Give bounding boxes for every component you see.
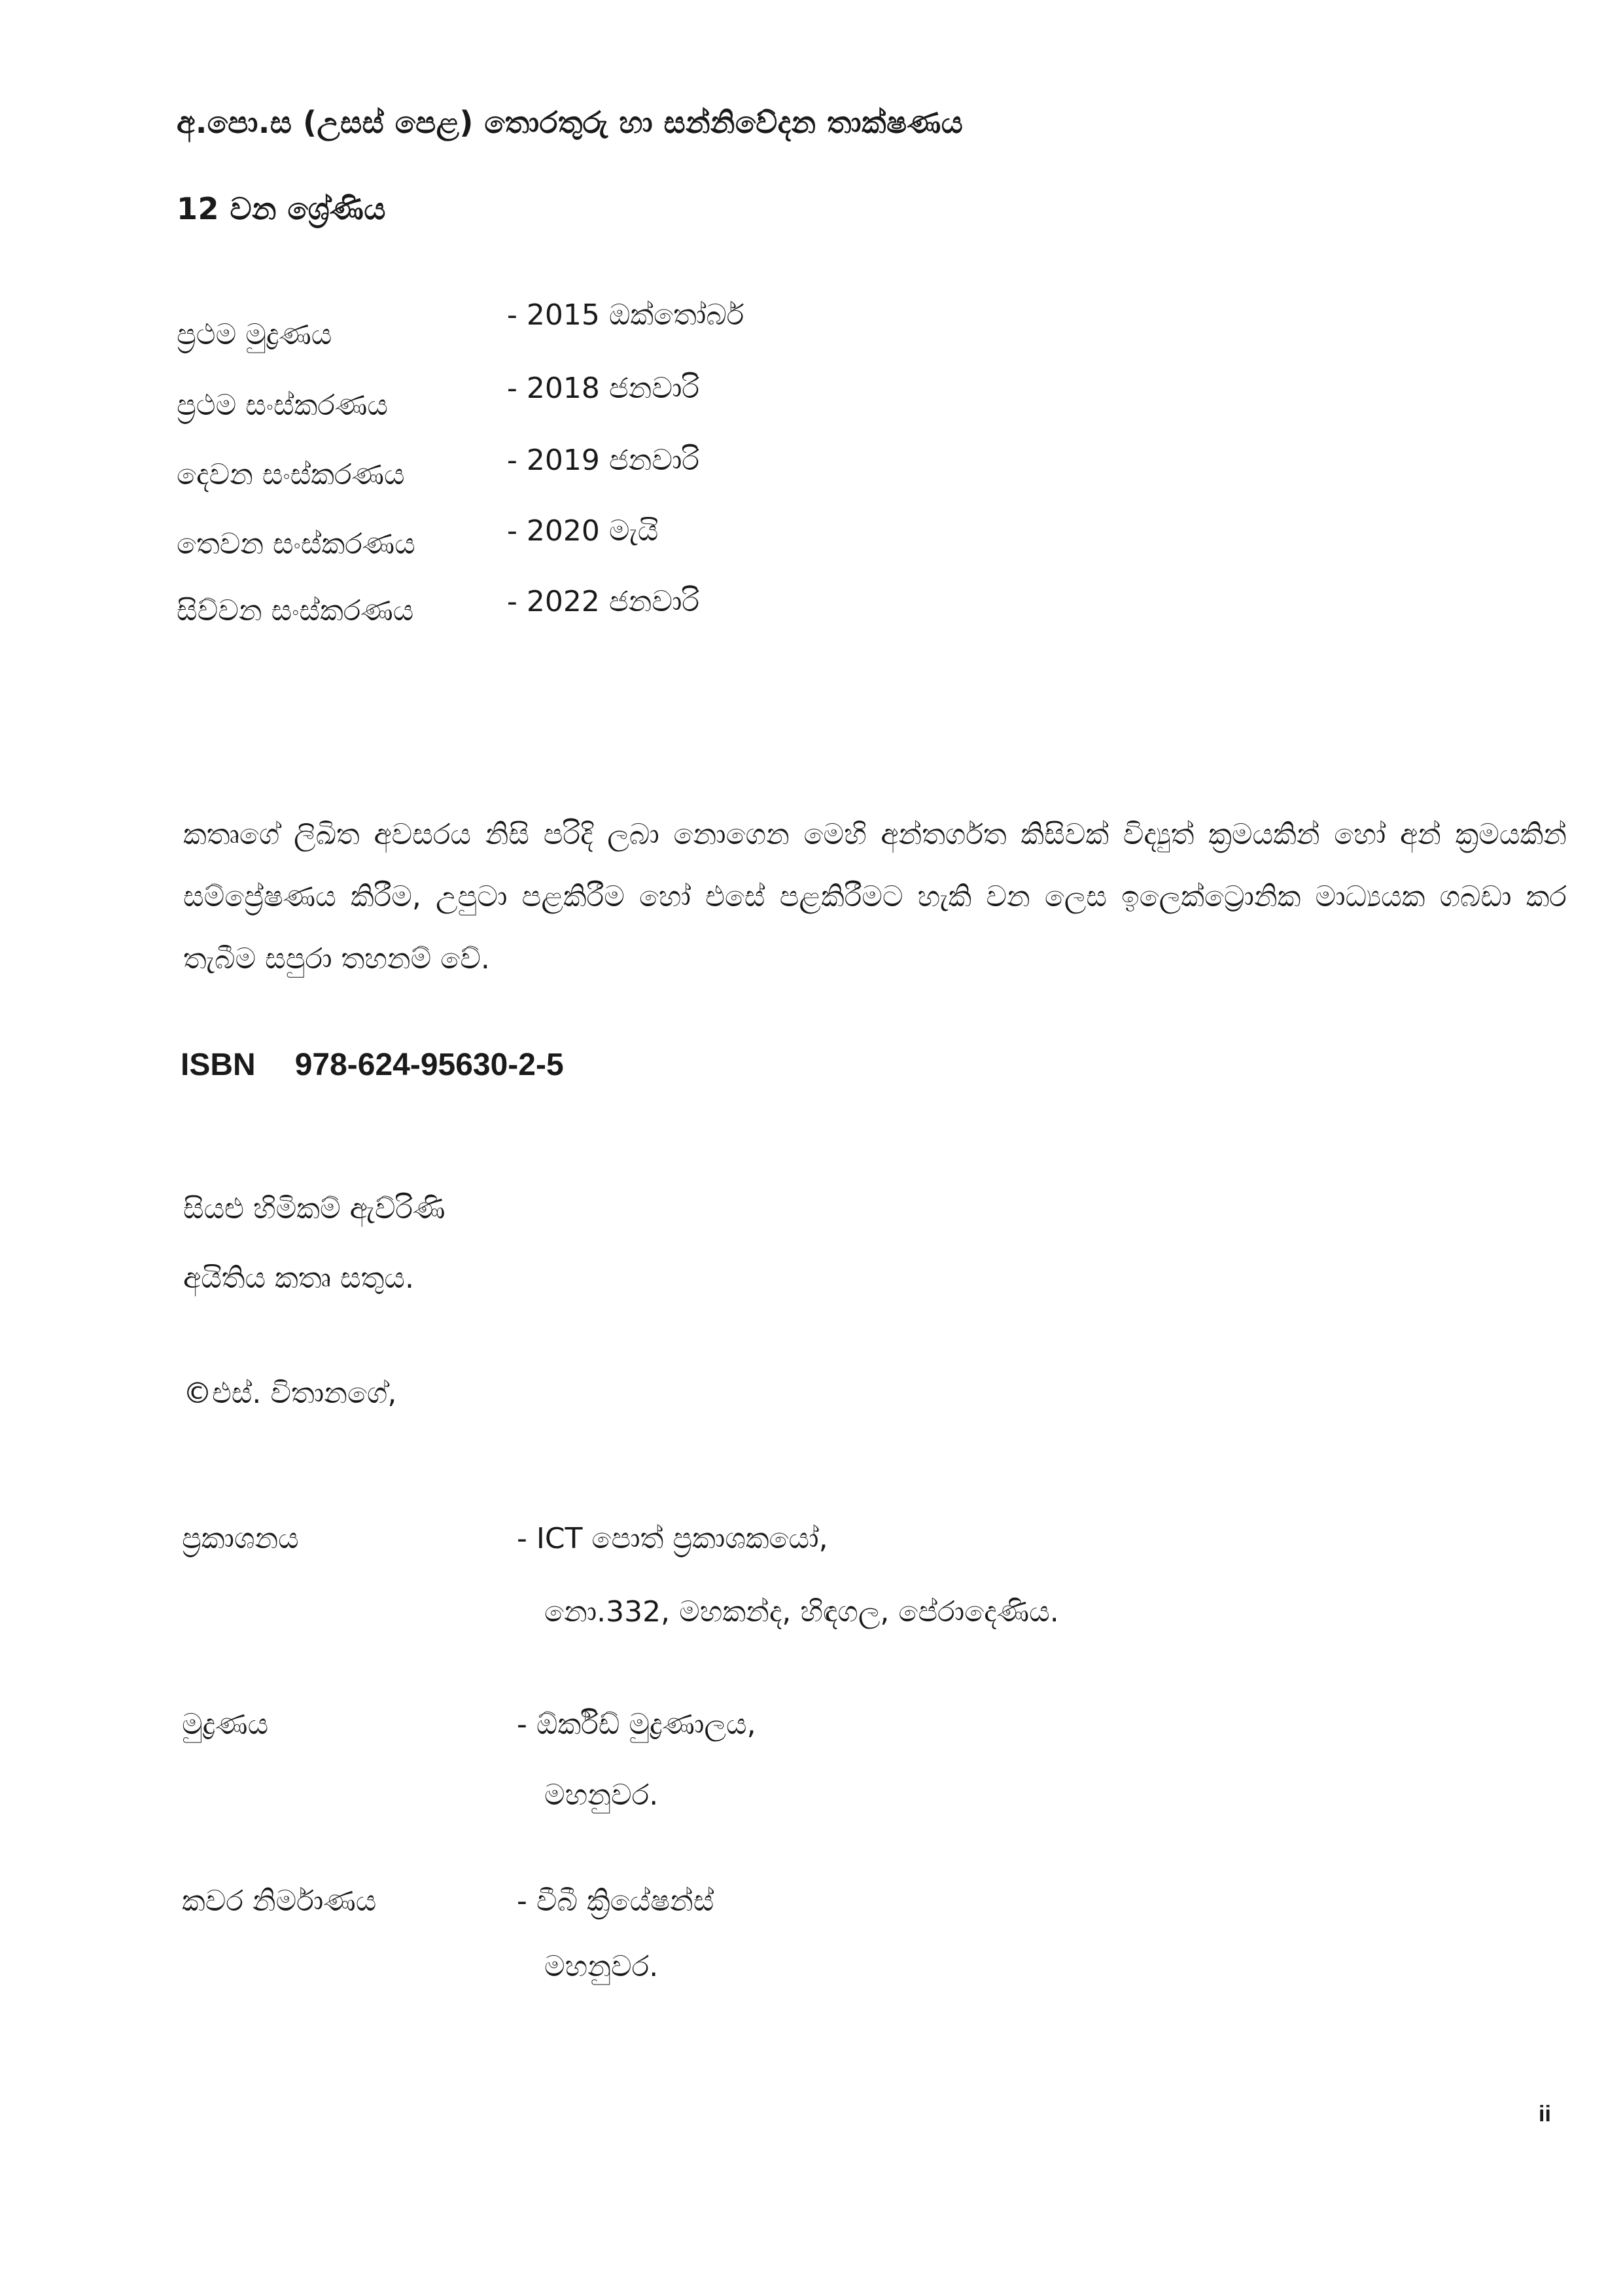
edition-label: ප්‍රථම සංස්කරණය [177, 389, 388, 422]
edition-label: දෙවන සංස්කරණය [177, 458, 405, 491]
ownership-note: අයිතිය කතෘ සතුය. [183, 1262, 414, 1295]
isbn [181, 1047, 564, 1083]
publisher-name: - ICT පොත් ප්‍රකාශකයෝ, [517, 1522, 828, 1555]
printer-label: මුද්‍රණය [182, 1708, 269, 1741]
edition-label: සිව්වන සංස්කරණය [177, 594, 414, 627]
edition-value: - 2020 මැයි [507, 514, 659, 548]
edition-label: ප්‍රථම මුද්‍රණය [177, 318, 332, 351]
publisher-address: නො.332, මහකන්ද, හිඳගල, පේරාදෙණිය. [544, 1595, 1059, 1629]
cover-designer: - වීබී ක්‍රියේෂන්ස් [517, 1884, 714, 1918]
edition-value: - 2019 ජනවාරි [507, 444, 700, 477]
printer-location: මහනුවර. [544, 1778, 659, 1812]
cover-design-label: කවර නිර්මාණය [182, 1884, 377, 1918]
isbn-number: 978-624-95630-2-5 [294, 1048, 564, 1082]
edition-value: - 2015 ඔක්තෝබර් [507, 298, 744, 332]
edition-value: - 2018 ජනවාරි [507, 372, 700, 405]
edition-value: - 2022 ජනවාරි [507, 585, 700, 618]
isbn-label: ISBN [181, 1048, 256, 1082]
grade-label: 12 වන ශ්‍රේණිය [177, 191, 386, 226]
rights-reserved: සියළු හිමිකම් ඇව්රිණි [183, 1192, 445, 1226]
cover-designer-location: මහනුවර. [544, 1950, 659, 1983]
book-title: අ.පො.ස (උසස් පෙළ) තොරතුරු හා සන්නිවේදන තාක්ෂණය [177, 105, 964, 140]
page-number: ii [1539, 2102, 1551, 2127]
copyright-notice: කතෘගේ ලිඛිත අවසරය නිසි පරිදි ලබා නොගෙන මෙහි අන්තර්ගත කිසිවක් විද්‍යුත් ක්‍රමයකින් හෝ අන් ක්‍රමයකින් සම්ප්‍රේෂණය කිරීම, උපුටා පළකිරීම හෝ එසේ පළකිරීමට හැකි වන ලෙස ඉලෙක්ට්‍රොනික මාධ්‍යයක ගබඩා කර තැබීම සපුරා තහනම් වේ. [183, 818, 1567, 976]
edition-label: තෙවන සංස්කරණය [177, 527, 415, 561]
printer-name: - ඕර්කිඩ් මුද්‍රණාලය, [517, 1708, 756, 1741]
publisher-label: ප්‍රකාශනය [182, 1522, 299, 1555]
copyright-holder: ©එස්. විතානගේ, [183, 1377, 397, 1410]
